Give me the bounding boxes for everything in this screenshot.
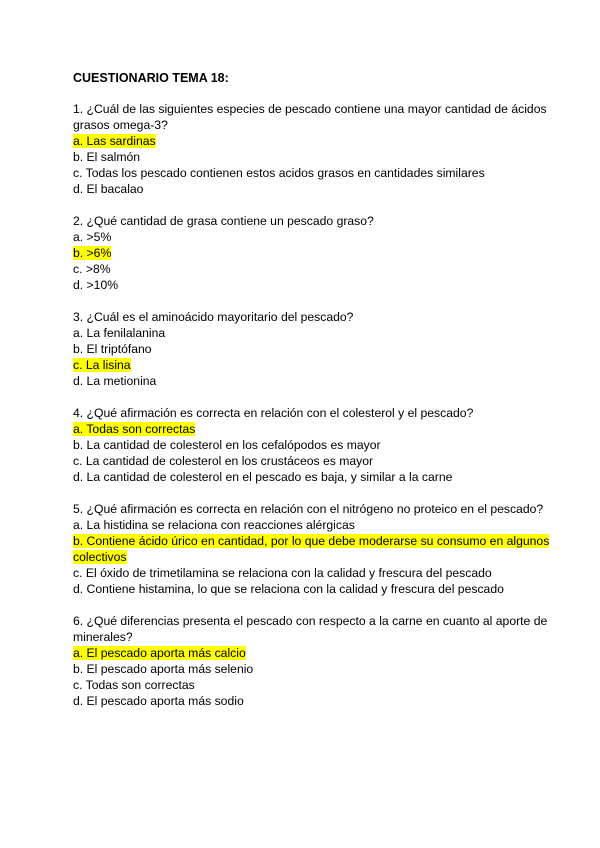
answer-option: b. La cantidad de colesterol en los cefalópodos es mayor bbox=[73, 438, 381, 452]
question-6 bbox=[73, 613, 560, 709]
answer-option: d. La metionina bbox=[73, 374, 157, 388]
question-text: 6. ¿Qué diferencias presenta el pescado con respecto a la carne en cuanto al aporte de minerales? bbox=[73, 614, 548, 644]
question-1 bbox=[73, 101, 560, 197]
answer-option bbox=[73, 133, 560, 149]
answer-option bbox=[73, 645, 560, 661]
question-3 bbox=[73, 309, 560, 389]
answer-option: b. El salmón bbox=[73, 150, 141, 164]
answer-option: d. La cantidad de colesterol en el pescado es baja, y similar a la carne bbox=[73, 470, 453, 484]
highlighted-answer: a. Las sardinas bbox=[73, 134, 156, 148]
highlighted-answer: a. El pescado aporta más calcio bbox=[73, 646, 246, 660]
question-text: 1. ¿Cuál de las siguientes especies de pescado contiene una mayor cantidad de ácidos grasos omega-3? bbox=[73, 102, 547, 132]
highlighted-answer: b. >6% bbox=[73, 246, 112, 260]
answer-option: d. El bacalao bbox=[73, 182, 144, 196]
answer-option: b. El pescado aporta más selenio bbox=[73, 662, 254, 676]
highlighted-answer: c. La lisina bbox=[73, 358, 131, 372]
answer-option: a. >5% bbox=[73, 230, 112, 244]
answer-option bbox=[73, 421, 560, 437]
answer-option: b. El triptófano bbox=[73, 342, 152, 356]
question-2 bbox=[73, 213, 560, 293]
question-5 bbox=[73, 501, 560, 597]
answer-option: d. El pescado aporta más sodio bbox=[73, 694, 244, 708]
document-title: CUESTIONARIO TEMA 18: bbox=[73, 71, 229, 85]
answer-option: a. La fenilalanina bbox=[73, 326, 166, 340]
answer-option: d. Contiene histamina, lo que se relaciona con la calidad y frescura del pescado bbox=[73, 582, 504, 596]
question-text: 5. ¿Qué afirmación es correcta en relación con el nitrógeno no proteico en el pescado? bbox=[73, 502, 544, 516]
answer-option: c. >8% bbox=[73, 262, 111, 276]
answer-option: c. Todas son correctas bbox=[73, 678, 195, 692]
question-4 bbox=[73, 405, 560, 485]
answer-option: c. Todas los pescado contienen estos acidos grasos en cantidades similares bbox=[73, 166, 485, 180]
answer-option: c. La cantidad de colesterol en los crustáceos es mayor bbox=[73, 454, 374, 468]
answer-option: c. El óxido de trimetilamina se relaciona con la calidad y frescura del pescado bbox=[73, 566, 492, 580]
question-text: 4. ¿Qué afirmación es correcta en relación con el colesterol y el pescado? bbox=[73, 406, 474, 420]
highlighted-answer: a. Todas son correctas bbox=[73, 422, 196, 436]
question-text: 3. ¿Cuál es el aminoácido mayoritario del pescado? bbox=[73, 310, 354, 324]
answer-option bbox=[73, 357, 560, 373]
answer-option bbox=[73, 533, 560, 565]
question-text: 2. ¿Qué cantidad de grasa contiene un pescado graso? bbox=[73, 214, 374, 228]
answer-option: d. >10% bbox=[73, 278, 119, 292]
answer-option bbox=[73, 245, 560, 261]
highlighted-answer: b. Contiene ácido úrico en cantidad, por lo que debe moderarse su consumo en algunos colectivos bbox=[73, 534, 550, 564]
answer-option: a. La histidina se relaciona con reacciones alérgicas bbox=[73, 518, 355, 532]
